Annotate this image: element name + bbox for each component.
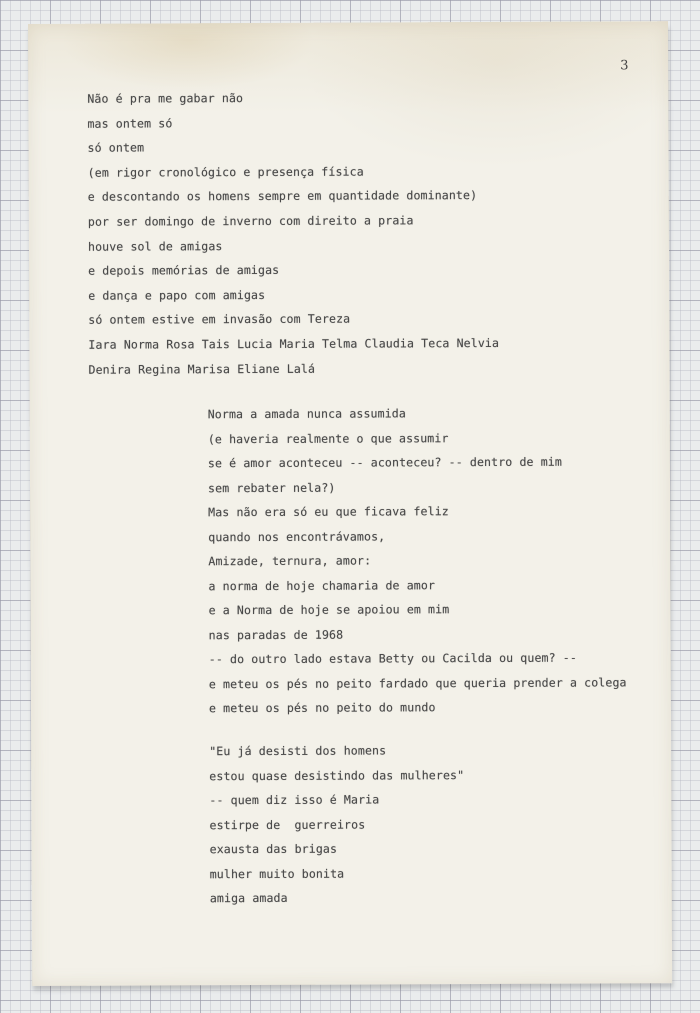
- poem-line: e dança e papo com amigas: [88, 287, 266, 303]
- poem-line: estou quase desistindo das mulheres": [209, 767, 465, 783]
- poem-line: se é amor aconteceu -- aconteceu? -- dentro de mim: [207, 454, 562, 471]
- stanza-2: [208, 400, 627, 720]
- poem-line: Norma a amada nunca assumida: [207, 406, 406, 422]
- poem-line: Iara Norma Rosa Tais Lucia Maria Telma Claudia Teca Nelvia: [88, 335, 500, 352]
- poem-line: só ontem: [87, 140, 145, 155]
- poem-line: Denira Regina Marisa Eliane Lalá: [88, 361, 316, 377]
- poem-line: e a Norma de hoje se apoiou em mim: [208, 602, 450, 618]
- poem-line: Não é pra me gabar não: [87, 91, 244, 106]
- poem-line: Amizade, ternura, amor:: [208, 553, 372, 569]
- stanza-3: [209, 738, 465, 911]
- poem-line: estirpe de guerreiros: [209, 817, 366, 832]
- poem-line: só ontem estive em invasão com Tereza: [88, 311, 351, 328]
- poem-line: houve sol de amigas: [87, 238, 223, 254]
- poem-line: -- do outro lado estava Betty ou Cacilda ou quem? --: [208, 650, 577, 667]
- poem-line: (e haveria realmente o que assumir: [207, 430, 449, 446]
- poem-line: e meteu os pés no peito do mundo: [208, 700, 436, 716]
- poem-line: -- quem diz isso é Maria: [209, 792, 380, 808]
- poem-line: nas paradas de 1968: [208, 627, 344, 642]
- page-number: 3: [620, 58, 629, 74]
- poem-line: amiga amada: [209, 890, 288, 906]
- poem-line: exausta das brigas: [209, 841, 338, 857]
- poem-line: por ser domingo de inverno com direito a praia: [87, 213, 414, 229]
- poem-line: (em rigor cronológico e presença física: [87, 164, 364, 180]
- stanza-1: [87, 85, 499, 382]
- poem-line: mulher muito bonita: [209, 866, 345, 881]
- poem-line: Mas não era só eu que ficava feliz: [208, 504, 449, 520]
- poem-line: mas ontem só: [87, 115, 173, 131]
- poem-line: a norma de hoje chamaria de amor: [208, 577, 436, 593]
- poem-line: sem rebater nela?): [207, 480, 336, 495]
- poem-line: e meteu os pés no peito fardado que queria prender a colega: [208, 674, 627, 691]
- poem-line: "Eu já desisti dos homens: [209, 743, 387, 759]
- poem-line: e depois memórias de amigas: [88, 263, 280, 278]
- poem-line: quando nos encontrávamos,: [208, 528, 386, 544]
- typewritten-page: [28, 21, 672, 986]
- poem-line: e descontando os homens sempre em quantidade dominante): [87, 188, 478, 205]
